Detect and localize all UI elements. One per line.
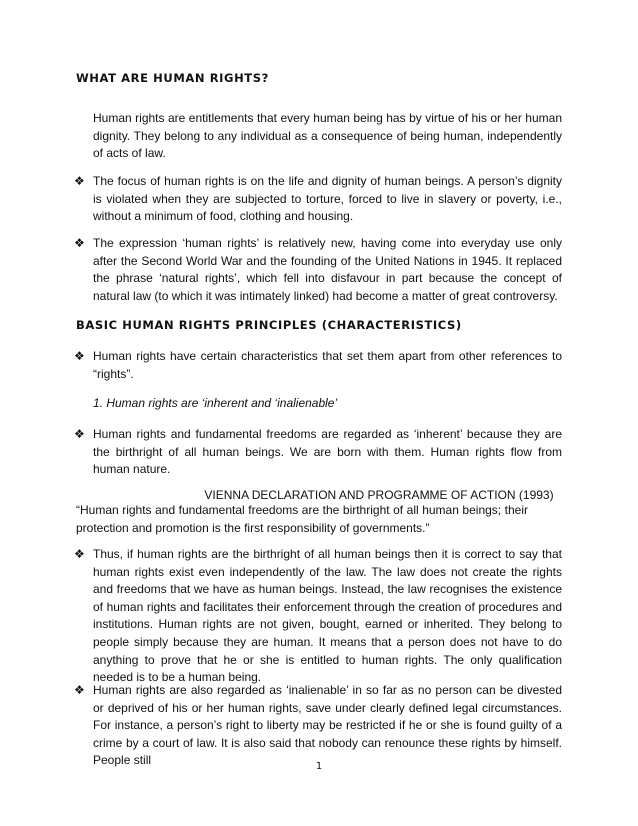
bullet-icon: ❖ [74,427,85,441]
bullet-icon: ❖ [74,174,85,188]
bullet-paragraph-characteristics: Human rights have certain characteristics that set them apart from other references to “rights”. [93,349,562,381]
bullet-icon: ❖ [74,683,85,697]
bullet-paragraph-expression: The expression ‘human rights’ is relatively new, having come into everyday use only after the Second World War and the founding of the United Nations in 1945. It replaced the phrase ‘natural rights’, which fell into disfavour in part because the concept of natural law (to which it was intimately linked) had become a matter of great controversy. [93,236,562,303]
declaration-title: VIENNA DECLARATION AND PROGRAMME OF ACTION (1993) [204,488,554,502]
bullet-paragraph-inalienable: Human rights are also regarded as ‘inalienable’ in so far as no person can be divested or deprived of his or her human rights, save under clearly defined legal circumstances. For instance, a person’s right to liberty may be restricted if he or she is found guilty of a crime by a court of law. It is also said that nobody can renounce these rights by himself. People still [93,683,562,768]
bullet-paragraph-birthright: Thus, if human rights are the birthright of all human beings then it is correct to say that human rights exist even independently of the law. The law does not create the rights and freedoms that we have as human beings. Instead, the law recognises the existence of human rights and facilitates their enforcement through the creation of procedures and institutions. Human rights are not given, bought, earned or inherited. They belong to people simply because they are human. It means that a person does not have to do anything to prove that he or she is entitled to human rights. The only qualification needed is to be a human being. [93,547,562,685]
bullet-icon: ❖ [74,236,85,250]
intro-paragraph: Human rights are entitlements that every human being has by virtue of his or her human dignity. They belong to any individual as a consequence of being human, independently of acts of law. [93,111,562,161]
numbered-item-inherent-inalienable: 1. Human rights are ‘inherent and ‘inalienable’ [93,396,338,410]
page-number: 1 [315,761,323,772]
declaration-quote: “Human rights and fundamental freedoms are the birthright of all human beings; their protection and promotion is the first responsibility of governments.” [76,503,528,535]
bullet-paragraph-inherent: Human rights and fundamental freedoms are regarded as ‘inherent’ because they are the birthright of all human beings. We are born with them. Human rights flow from human nature. [93,427,562,477]
bullet-icon: ❖ [74,547,85,561]
section-heading-basic-principles: BASIC HUMAN RIGHTS PRINCIPLES (CHARACTERISTICS) [76,318,462,332]
section-heading-what-are-human-rights: WHAT ARE HUMAN RIGHTS? [76,71,269,85]
bullet-icon: ❖ [74,349,85,363]
bullet-paragraph-dignity: The focus of human rights is on the life and dignity of human beings. A person’s dignity is violated when they are subjected to torture, forced to live in slavery or poverty, i.e., without a minimum of food, clothing and housing. [93,174,562,224]
